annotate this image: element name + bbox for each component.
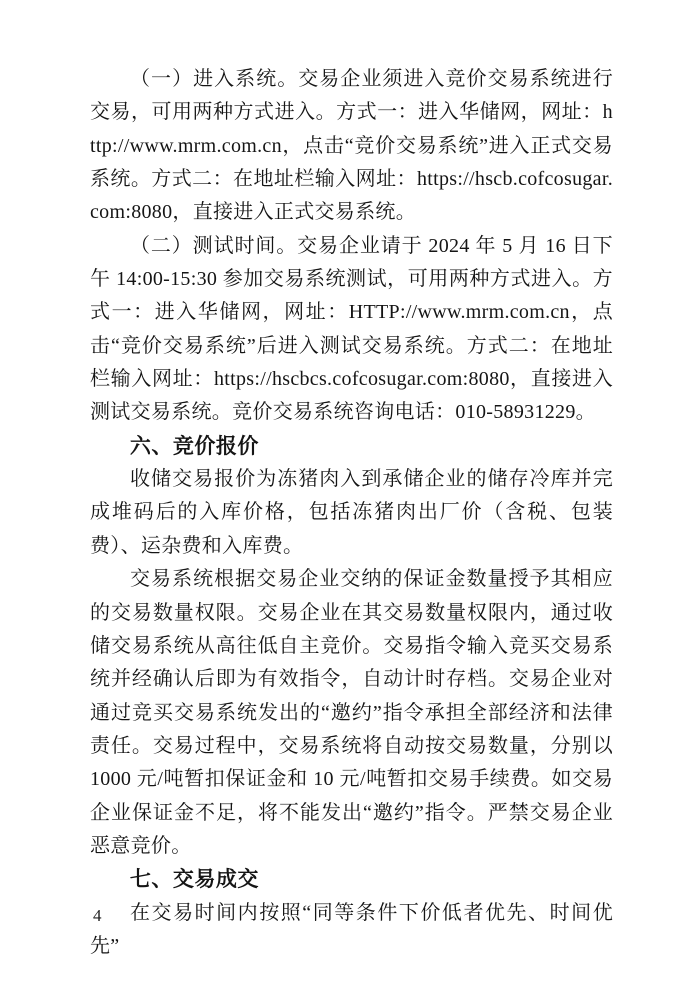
paragraph-test-time: （二）测试时间。交易企业请于 2024 年 5 月 16 日下午 14:00-15:30 参加交易系统测试，可用两种方式进入。方式一：进入华储网，网址：HTTP://www.mrm.com.cn，点击“竞价交易系统”后进入测试交易系统。方式二：在地址栏输入网址：https://hscbcs.cofcosugar.com:8080，直接进入测试交易系统。竞价交易系统咨询电话：010-58931229。 xyxy=(90,234,613,424)
paragraph-deal-priority: 在交易时间内按照“同等条件下价低者优先、时间优先” xyxy=(90,901,613,957)
document-body xyxy=(90,63,613,963)
paragraph-enter-system: （一）进入系统。交易企业须进入竞价交易系统进行交易，可用两种方式进入。方式一：进入华储网，网址：http://www.mrm.com.cn，点击“竞价交易系统”进入正式交易系统。方式二：在地址栏输入网址：https://hscb.cofcosugar.com:8080，直接进入正式交易系统。 xyxy=(90,68,613,224)
section-heading-deal-completion: 七、交易成交 xyxy=(129,868,259,892)
paragraph-margin-rules: 交易系统根据交易企业交纳的保证金数量授予其相应的交易数量权限。交易企业在其交易数量权限内，通过收储交易系统从高往低自主竞价。交易指令输入竞买交易系统并经确认后即为有效指令，自动计时存档。交易企业对通过竞买交易系统发出的“邀约”指令承担全部经济和法律责任。交易过程中，交易系统将自动按交易数量，分别以 1000 元/吨暂扣保证金和 10 元/吨暂扣交易手续费。如交易企业保证金不足，将不能发出“邀约”指令。严禁交易企业恶意竞价。 xyxy=(90,568,613,857)
page-number: 4 xyxy=(93,906,102,925)
section-heading-bidding-quote: 六、竞价报价 xyxy=(129,434,259,458)
paragraph-quote-definition: 收储交易报价为冻猪肉入到承储企业的储存冷库并完成堆码后的入库价格，包括冻猪肉出厂价（含税、包装费）、运杂费和入库费。 xyxy=(90,468,613,557)
